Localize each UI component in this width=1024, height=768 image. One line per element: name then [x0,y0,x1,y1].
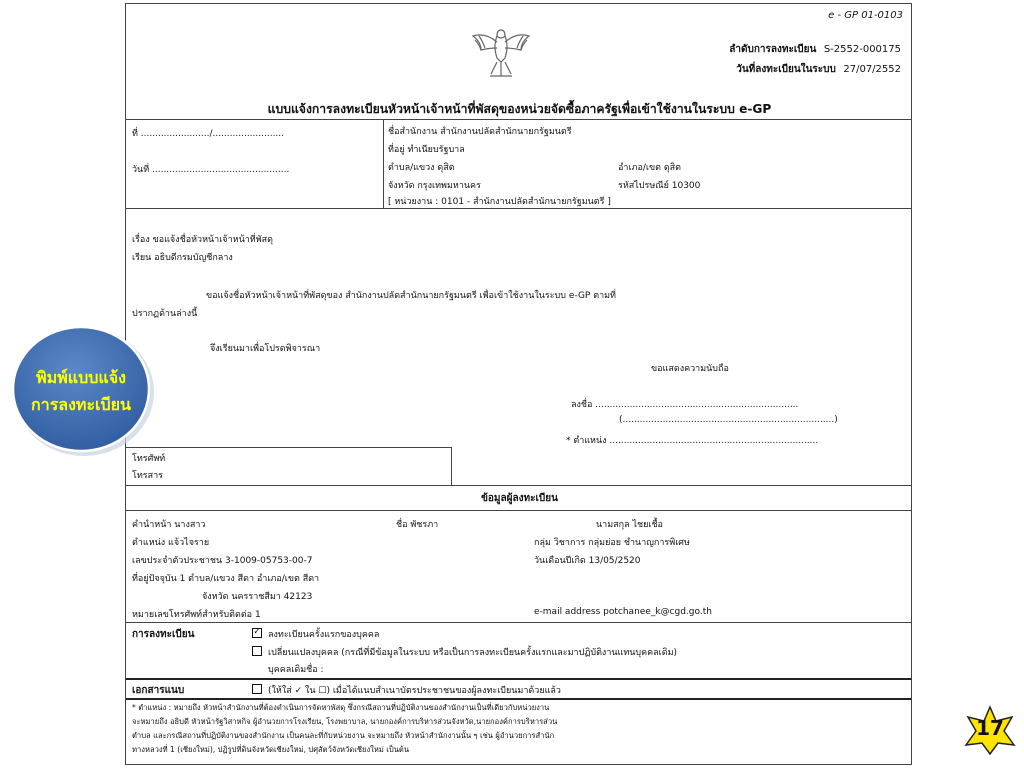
registration-type-label: การลงทะเบียน [132,629,195,640]
registrant-group: กลุ่ม วิชาการ กลุ่มย่อย ชำนาญการพิเศษ [534,538,690,548]
attachment-checkbox[interactable] [252,684,262,694]
registration-number [729,42,901,57]
garuda-emblem-icon [470,22,532,80]
signature-position-line: * ตำแหน่ง ......................................................................... [566,436,819,446]
reg-date-label: วันที่ลงทะเบียนในระบบ [736,64,836,75]
office-address: ที่อยู่ ทำเนียบรัฐบาล [388,145,465,155]
letter-closing: จึงเรียนมาเพื่อโปรดพิจารณา [210,344,321,354]
reg-no-value: S-2552-000175 [823,44,901,55]
position-note-line3: ตำบล และกรณีสถานที่ปฏิบัติงานของสำนักงาน เป็นคนละที่กับหน่วยงาน จะหมายถึง หัวหน้าสำนักงานนั้น ๆ เช่น ผู้อำนวยการสำนัก [132,731,555,740]
page-number-badge [964,705,1016,755]
registrant-first-name: ชื่อ พัชรภา [396,520,439,530]
registrant-birth-date: วันเดือนปีเกิด 13/05/2520 [534,556,641,566]
registrant-prefix: คำนำหน้า นางสาว [132,520,206,530]
previous-person-label: บุคคลเดิมชื่อ : [268,665,324,675]
office-postcode: รหัสไปรษณีย์ 10300 [618,181,701,191]
registrant-province: จังหวัด นครราชสีมา 42123 [202,592,313,602]
phone-label: โทรศัพท์ [132,454,166,464]
registrant-section-header: ข้อมูลผู้ลงทะเบียน [481,493,558,504]
callout-line2: การลงทะเบียน [31,395,131,414]
registration-form [125,3,912,765]
page-number: 17 [976,716,1004,740]
signature-line: ลงชื่อ ....................................................................... [571,400,799,410]
first-registration-checkbox[interactable]: ✓ [253,627,261,637]
reg-no-label: ลำดับการลงทะเบียน [729,44,817,55]
position-note-line2: จะหมายถึง อธิบดี หัวหน้ารัฐวิสาหกิจ ผู้อำนวยการโรงเรียน, โรงพยาบาล, นายกองค์การบริหารส่วนจังหวัด,นายกองค์การบริหารส่วน [132,717,558,726]
registrant-position: ตำแหน่ง แจ้วไจราย [132,538,210,548]
callout-line1: พิมพ์แบบแจ้ง [36,368,126,387]
registrant-last-name: นามสกุล ไชยเชื้อ [596,520,663,530]
form-title: แบบแจ้งการลงทะเบียนหัวหน้าเจ้าหน้าที่พัสดุของหน่วยจัดซื้อภาครัฐเพื่อเข้าใช้งานในระบบ e-GP [267,102,772,116]
signature-name-line: (..........................................................................) [619,415,838,425]
reg-date-value: 27/07/2552 [843,64,901,75]
change-person-checkbox[interactable] [252,646,262,656]
registration-date [736,62,901,77]
callout-text [31,364,131,418]
first-registration-label: ลงทะเบียนครั้งแรกของบุคคล [268,630,380,640]
office-unit: [ หน่วยงาน : 0101 - สำนักงานปลัดสำนักนายกรัฐมนตรี ] [388,197,611,207]
change-person-label: เปลี่ยนแปลงบุคคล (กรณีที่มีข้อมูลในระบบ หรือเป็นการลงทะเบียนครั้งแรกและมาปฏิบัติงานแทนบุคคลเดิม) [268,648,678,658]
office-district: อำเภอ/เขต ดุสิต [618,163,682,173]
office-province: จังหวัด กรุงเทพมหานคร [388,181,481,191]
letter-regards: ขอแสดงความนับถือ [651,364,729,374]
office-name: ชื่อสำนักงาน สำนักงานปลัดสำนักนายกรัฐมนตรี [388,127,572,137]
fax-label: โทรสาร [132,471,163,481]
print-form-callout[interactable] [6,322,156,460]
office-subdistrict: ตำบล/แขวง ดุสิต [388,163,455,173]
letter-subject: เรื่อง ขอแจ้งชื่อหัวหน้าเจ้าหน้าที่พัสดุ [132,235,273,245]
date-line: วันที่ ................................................ [132,165,290,175]
letter-body-line1: ขอแจ้งชื่อหัวหน้าเจ้าหน้าที่พัสดุของ สำนักงานปลัดสำนักนายกรัฐมนตรี เพื่อเข้าใช้งานในระบบ e-GP ตามที่ [206,291,616,301]
position-note-line1: * ตำแหน่ง : หมายถึง หัวหน้าสำนักงานที่ต้องดำเนินการจัดหาพัสดุ ซึ่งกรณีสถานที่ปฏิบัติงานของสำนักงานเป็นที่เดียวกับหน่วยงาน [132,703,550,712]
registrant-email: e-mail address potchanee_k@cgd.go.th [534,607,712,617]
registrant-id-card: เลขประจำตัวประชาชน 3-1009-05753-00-7 [132,556,313,566]
registrant-contact-phone: หมายเลขโทรศัพท์สำหรับติดต่อ 1 [132,610,261,620]
registrant-address: ที่อยู่ปัจจุบัน 1 ตำบล/แขวง สีดา อำเภอ/เขต สีดา [132,574,320,584]
letter-recipient: เรียน อธิบดีกรมบัญชีกลาง [132,253,233,263]
letter-body-line2: ปรากฏด้านล่างนี้ [132,309,198,319]
reference-number: ที่ ......................../......................... [132,129,285,139]
position-note-line4: ทางหลวงที่ 1 (เชียงใหม่), ปฏิรูปที่ดินจังหวัดเชียงใหม่, ปศุสัตว์จังหวัดเชียงใหม่ เป็นต้น [132,745,410,754]
attachment-label: เอกสารแนบ [132,685,185,696]
form-code: e - GP 01-0103 [828,10,903,21]
attachment-instruction: (ให้ใส่ ✓ ใน ☐) เมื่อได้แนบสำเนาบัตรประชาชนของผู้ลงทะเบียนมาด้วยแล้ว [268,686,561,696]
